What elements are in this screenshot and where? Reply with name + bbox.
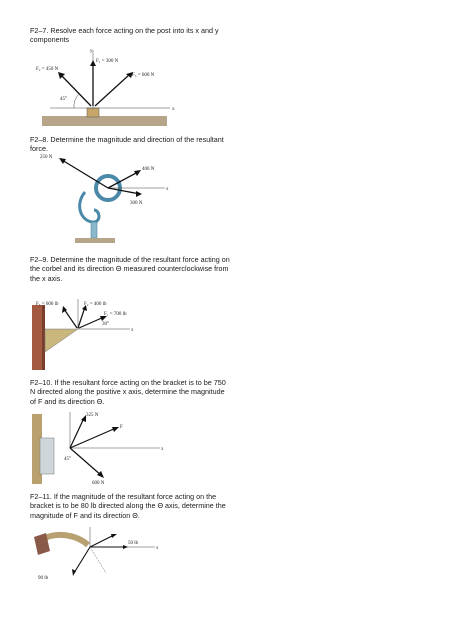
x-label: x <box>166 187 169 192</box>
figure-f2-8 <box>30 152 180 247</box>
force-f-arrowhead <box>111 534 117 538</box>
theta-axis <box>90 547 106 573</box>
force-325 <box>70 418 84 448</box>
problem-text: F2–8. Determine the magnitude and direction of the resultant force. <box>30 135 224 154</box>
label-300: 300 N <box>130 201 143 206</box>
problem-text: F2–10. If the resultant force acting on the bracket is to be 750 N directed along the positive x axis, determine the magnitude of F and its direction Θ. <box>30 378 226 406</box>
label-f3: F₃ = 600 N <box>132 73 155 78</box>
problem-text: F2–9. Determine the magnitude of the resultant force acting on the corbel and its direction Θ measured counterclockwise from the x axis. <box>30 255 230 283</box>
figure-f2-7 <box>30 48 180 128</box>
force-f <box>90 535 114 547</box>
problem-f2-7 <box>30 26 230 45</box>
wall-column <box>32 305 42 370</box>
force-f2 <box>78 307 85 328</box>
force-300 <box>108 188 140 194</box>
bracket-plate <box>40 438 54 474</box>
force-250-arrowhead <box>59 158 66 164</box>
force-90 <box>74 547 90 573</box>
force-250 <box>62 160 108 188</box>
label-600: 600 N <box>92 481 105 486</box>
threaded-shank <box>91 222 97 238</box>
label-f3: F₃ = 600 lb <box>36 302 59 307</box>
label-400: 400 N <box>142 167 155 172</box>
force-f1 <box>79 317 104 328</box>
base <box>75 238 115 243</box>
label-f2: F₂ = 400 lb <box>84 302 107 307</box>
problem-text: F2–11. If the magnitude of the resultant force acting on the bracket is to be 80 lb directed along the Θ axis, determine the magnitude of F and its direction Θ. <box>30 492 226 520</box>
ground <box>42 116 167 126</box>
y-label: y <box>90 49 93 54</box>
figure-f2-11 <box>30 525 180 585</box>
force-f3 <box>64 309 77 328</box>
force-f-arrowhead <box>112 427 119 432</box>
label-f1: F₁ = 300 N <box>96 59 119 64</box>
hook <box>80 192 99 222</box>
label-90: 90 lb <box>38 576 49 581</box>
label-angle: 45° <box>60 97 67 102</box>
x-label: x <box>161 447 164 452</box>
figure-f2-10 <box>30 408 180 486</box>
problem-f2-9 <box>30 255 230 283</box>
label-f1: F₁ = 700 lb <box>104 312 127 317</box>
label-angle: 45° <box>64 457 71 462</box>
angle-arc <box>74 94 79 108</box>
label-angle: 30° <box>102 322 109 327</box>
post <box>87 108 99 117</box>
x-label: x <box>131 328 134 333</box>
problem-f2-11 <box>30 492 230 520</box>
force-400 <box>108 172 138 188</box>
label-f: F <box>120 425 123 430</box>
force-300-arrowhead <box>136 191 142 197</box>
label-325: 325 N <box>86 413 99 418</box>
corbel <box>45 329 78 352</box>
problem-text: F2–7. Resolve each force acting on the post into its x and y components <box>30 26 219 45</box>
wall-plate <box>42 305 45 370</box>
problem-f2-8 <box>30 135 230 154</box>
label-50: 50 lb <box>128 541 139 546</box>
figure-f2-9 <box>30 297 180 372</box>
force-600 <box>70 448 102 476</box>
force-f <box>70 428 116 448</box>
label-f2: F₂ = 450 N <box>36 67 59 72</box>
label-250: 250 N <box>40 155 53 160</box>
force-f3 <box>95 74 130 106</box>
x-label: x <box>156 546 159 551</box>
x-label: x <box>172 107 175 112</box>
problem-f2-10 <box>30 378 230 406</box>
